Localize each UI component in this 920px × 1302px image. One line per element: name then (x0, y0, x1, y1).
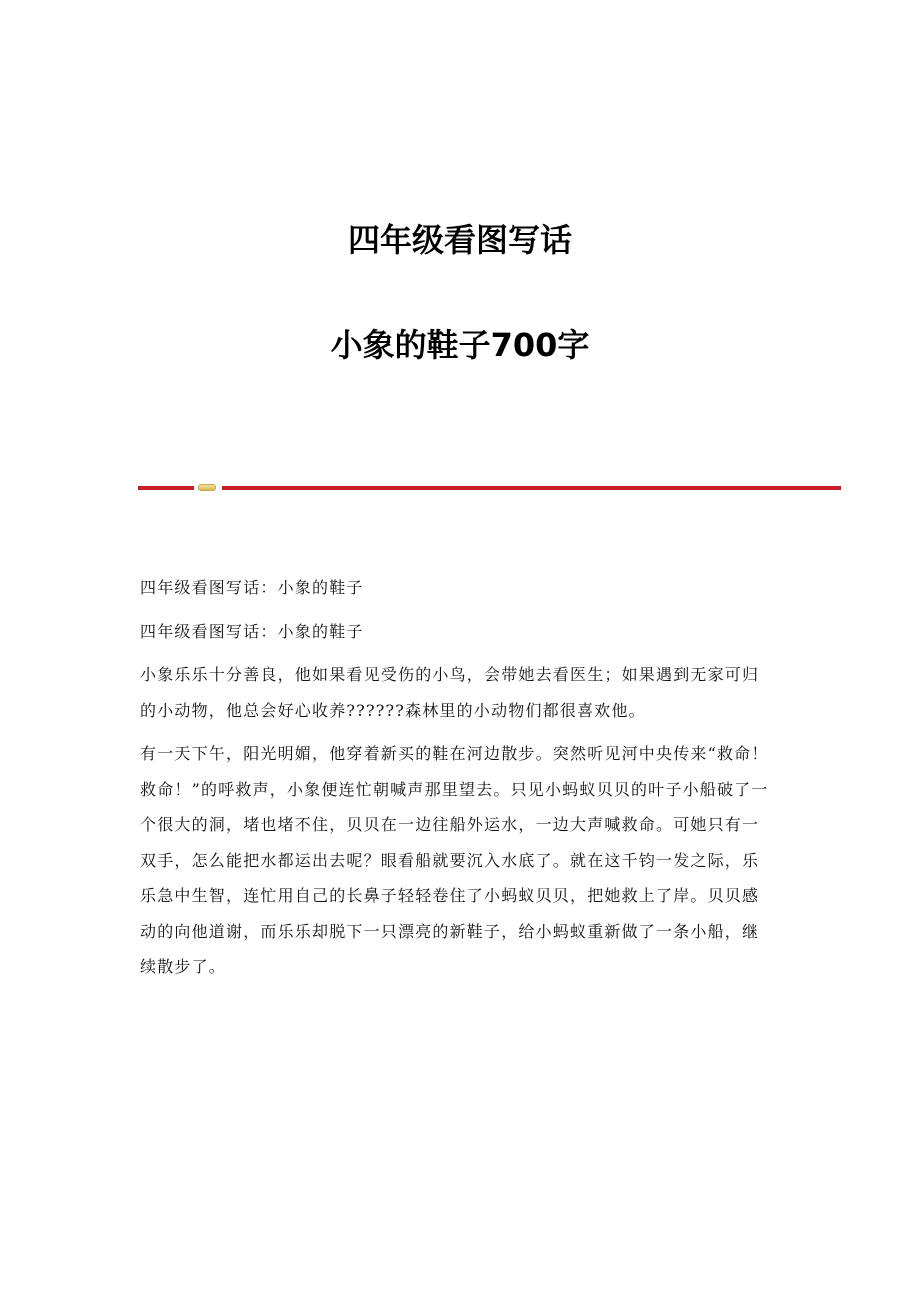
paragraph: 有一天下午，阳光明媚，他穿着新买的鞋在河边散步。突然听见河中央传来“救命！救命！”的呼救声，小象便连忙朝喊声那里望去。只见小蚂蚁贝贝的叶子小船破了一个很大的洞，堵也堵不住，贝贝在一边往船外运水，一边大声喊救命。可她只有一双手，怎么能把水都运出去呢？眼看船就要沉入水底了。就在这千钧一发之际，乐乐急中生智，连忙用自己的长鼻子轻轻卷住了小蚂蚁贝贝，把她救上了岸。贝贝感动的向他道谢，而乐乐却脱下一只漂亮的新鞋子，给小蚂蚁重新做了一条小船，继续散步了。 (140, 744, 769, 976)
article-body (140, 570, 776, 993)
page-subtitle: 小象的鞋子700字 (330, 326, 590, 364)
paragraph-heading-repeat: 四年级看图写话：小象的鞋子 (140, 621, 364, 641)
divider-bar-right (222, 486, 841, 490)
title-divider (138, 484, 841, 492)
divider-ornament-icon (198, 484, 216, 491)
page-title: 四年级看图写话 (347, 221, 572, 259)
paragraph: 小象乐乐十分善良，他如果看见受伤的小鸟，会带她去看医生；如果遇到无家可归的小动物，他总会好心收养??????森林里的小动物们都很喜欢他。 (140, 665, 760, 720)
paragraph-heading: 四年级看图写话：小象的鞋子 (140, 578, 364, 597)
divider-bar-left (138, 486, 194, 490)
